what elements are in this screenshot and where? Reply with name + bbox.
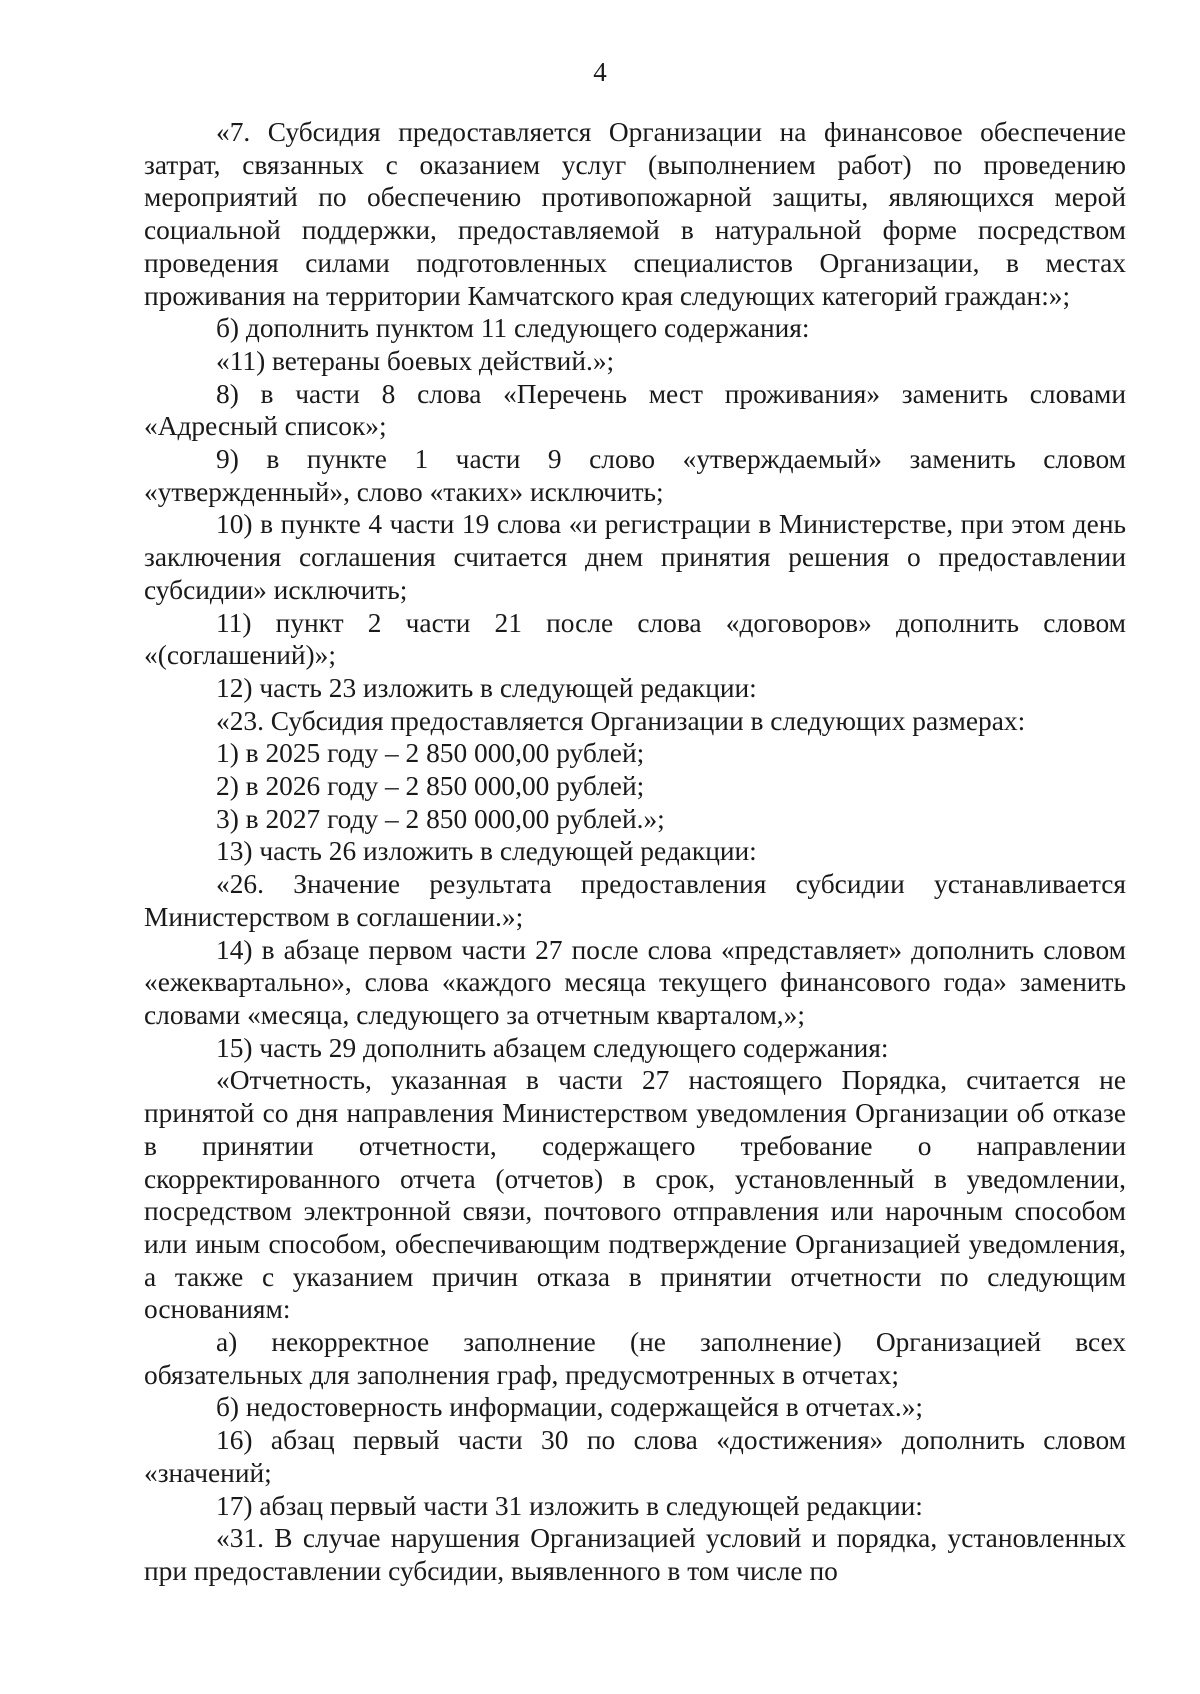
paragraph-12: 12) часть 23 изложить в следующей редакции: — [216, 672, 757, 703]
page-number: 4 — [593, 57, 607, 87]
paragraph-reporting-rejection: «Отчетность, указанная в части 27 настоящего Порядка, считается не принятой со дня направления Министерством уведомления Организации об отказе в принятии отчетности, содержащего требование о направлении скорректированного отчета (отчетов) в срок, установленный в уведомлении, посредством электронной связи, почтового отправления или нарочным способом или иным способом, обеспечивающим подтверждение Организацией уведомления, а также с указанием причин отказа в принятии отчетности по следующим основаниям: — [144, 1065, 1126, 1325]
paragraph-23-subsidy-amounts: «23. Субсидия предоставляется Организации в следующих размерах: — [216, 705, 1026, 736]
paragraph-14: 14) в абзаце первом части 27 после слова «представляет» дополнить словом «ежеквартально», слова «каждого месяца текущего финансового года» заменить словами «месяца, следующего за отчетным кварталом,»; — [144, 934, 1126, 1030]
paragraph-26-result-value: «26. Значение результата предоставления субсидии устанавливается Министерством в соглашении.»; — [144, 869, 1126, 932]
paragraph-10: 10) в пункте 4 части 19 слова «и регистрации в Министерстве, при этом день заключения соглашения считается днем принятия решения о предоставлении субсидии» исключить; — [144, 509, 1126, 605]
paragraph-b-add-point-11: б) дополнить пунктом 11 следующего содержания: — [216, 313, 810, 344]
paragraph-a-incorrect-filling: а) некорректное заполнение (не заполнение) Организацией всех обязательных для заполнения граф, предусмотренных в отчетах; — [144, 1327, 1126, 1390]
paragraph-16: 16) абзац первый части 30 по слова «достижения» дополнить словом «значений; — [144, 1425, 1126, 1488]
paragraph-7-subsidy: «7. Субсидия предоставляется Организации на финансовое обеспечение затрат, связанных с оказанием услуг (выполнением работ) по проведению мероприятий по обеспечению противопожарной защиты, являющихся мерой социальной поддержки, предоставляемой в натуральной форме посредством проведения силами подготовленных специалистов Организации, в местах проживания на территории Камчатского края следующих категорий граждан:»; — [144, 117, 1126, 311]
amount-2026: 2) в 2026 году – 2 850 000,00 рублей; — [216, 771, 645, 802]
paragraph-13: 13) часть 26 изложить в следующей редакции: — [216, 836, 757, 867]
paragraph-b-unreliable-info: б) недостоверность информации, содержащейся в отчетах.»; — [216, 1392, 924, 1423]
paragraph-11: 11) пункт 2 части 21 после слова «договоров» дополнить словом «(соглашений)»; — [144, 607, 1126, 671]
paragraph-9: 9) в пункте 1 части 9 слово «утверждаемый» заменить словом «утвержденный», слово «таких» исключить; — [144, 444, 1126, 507]
document-body — [144, 116, 1126, 1588]
paragraph-31-violation: «31. В случае нарушения Организацией условий и порядка, установленных при предоставлении субсидии, выявленного в том числе по — [144, 1523, 1126, 1586]
paragraph-8: 8) в части 8 слова «Перечень мест проживания» заменить словами «Адресный список»; — [144, 378, 1126, 442]
amount-2027: 3) в 2027 году – 2 850 000,00 рублей.»; — [216, 803, 665, 834]
paragraph-17: 17) абзац первый части 31 изложить в следующей редакции: — [216, 1490, 923, 1521]
paragraph-15: 15) часть 29 дополнить абзацем следующего содержания: — [216, 1032, 889, 1063]
paragraph-point-11-veterans: «11) ветераны боевых действий.»; — [216, 345, 615, 376]
amount-2025: 1) в 2025 году – 2 850 000,00 рублей; — [216, 738, 645, 769]
